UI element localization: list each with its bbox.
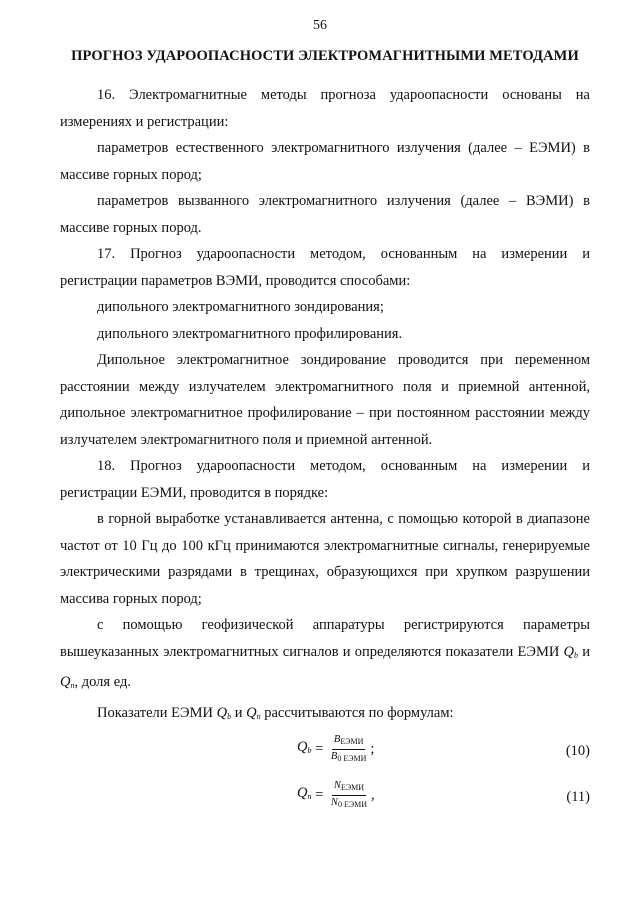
page-number: 56 <box>313 18 327 33</box>
paragraph-16: 16. Электромагнитные методы прогноза удароопасности основаны на измерениях и регистрации: <box>60 87 590 130</box>
paragraph-profiling-item: дипольного электромагнитного профилирования. <box>97 325 403 342</box>
paragraph-vemi-item: параметров вызванного электромагнитного излучения (далее – ВЭМИ) в массиве горных пород. <box>60 193 590 236</box>
equation-number-10: (10) <box>565 743 590 759</box>
formula-10: $Q_b$ = $\frac{B_{ЕЭМИ}}{B_{0 ЕЭМИ}}$ ; (10) <box>297 734 590 763</box>
paragraph-18: 18. Прогноз удароопасности методом, основанным на измерении и регистрации ЕЭМИ, проводится в порядке: <box>60 458 590 501</box>
qb-symbol: $Q_b$ <box>216 704 232 721</box>
formula-10-fraction: $\frac{B_{ЕЭМИ}}{B_{0 ЕЭМИ}}$ <box>330 734 367 763</box>
paragraph-geophysical-item: с помощью геофизической аппаратуры регистрируются параметры вышеуказанных электромагнитных сигналов и определяются показатели ЕЭМИ $Q_b$ и $Q_n$, доля ед. <box>60 617 591 690</box>
paragraph-sounding-item: дипольного электромагнитного зондирования; <box>97 299 384 315</box>
section-title: ПРОГНОЗ УДАРООПАСНОСТИ ЭЛЕКТРОМАГНИТНЫМИ МЕТОДАМИ <box>71 48 579 64</box>
paragraph-antenna-item: в горной выработке устанавливается антенна, с помощью которой в диапазоне частот от 10 Гц до 100 кГц принимаются электромагнитные сигналы, генерируемые электрическими разрядами в трещинах, образующихся при хрупком разрушении массива горных пород; <box>60 511 590 607</box>
formula-11-lhs: $Q_n$ <box>297 785 312 802</box>
paragraph-17: 17. Прогноз удароопасности методом, основанным на измерении и регистрации параметров ВЭМИ, проводится способами: <box>60 246 590 289</box>
equation-number-11: (11) <box>566 789 590 805</box>
qn-symbol: $Q_n$ <box>60 674 75 690</box>
formula-11-fraction: $\frac{N_{ЕЭМИ}}{N_{0 ЕЭМИ}}$ <box>330 780 367 809</box>
formula-10-lhs: $Q_b$ <box>297 739 312 756</box>
formula-11: $Q_n$ = $\frac{N_{ЕЭМИ}}{N_{0 ЕЭМИ}}$ , (11) <box>297 780 590 809</box>
qn-symbol: $Q_n$ <box>246 704 261 721</box>
document-body <box>60 82 590 822</box>
geophysical-text: с помощью геофизической аппаратуры регистрируются параметры вышеуказанных электромагнитных сигналов и определяются показатели ЕЭМИ <box>60 617 590 660</box>
paragraph-dipole-description: Дипольное электромагнитное зондирование проводится при переменном расстоянии между излучателем электромагнитного поля и приемной антенной, дипольное электромагнитное профилирование – при постоянном расстоянии между излучателем электромагнитного поля и приемной антенной. <box>60 352 590 448</box>
qb-symbol: $Q_b$ <box>563 643 579 660</box>
paragraph-eemi-item: параметров естественного электромагнитного излучения (далее – ЕЭМИ) в массиве горных пород; <box>60 140 590 183</box>
paragraph-formulas-intro: Показатели ЕЭМИ $Q_b$ и $Q_n$ рассчитываются по формулам: <box>97 704 454 721</box>
